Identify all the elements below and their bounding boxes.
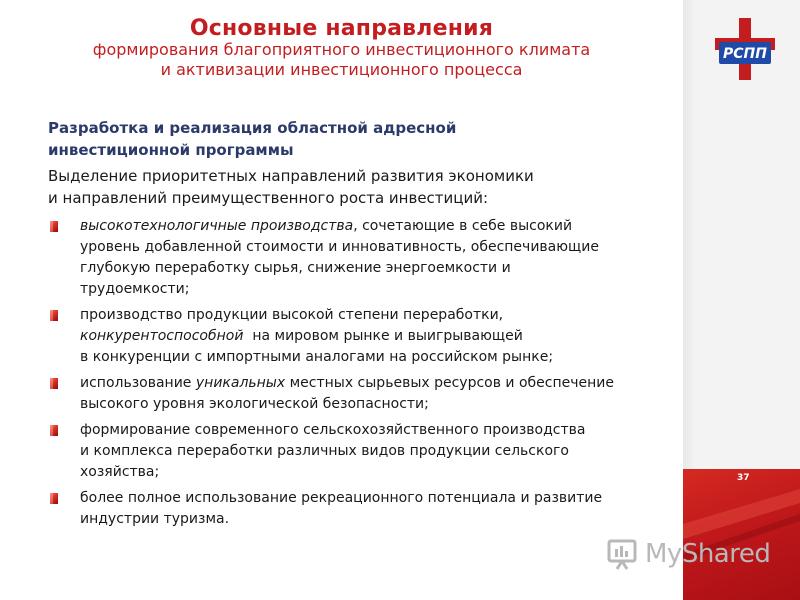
bullet-2-line1: производство продукции высокой степени переработки, <box>80 307 504 323</box>
bullet-2-emphasis: конкурентоспособной <box>80 328 244 344</box>
bullet-marker-icon <box>50 493 58 504</box>
page-subtitle-line1: формирования благоприятного инвестиционного климата <box>92 40 591 59</box>
section-heading <box>48 117 648 161</box>
bullet-marker-icon <box>50 425 58 436</box>
page-number: 37 <box>737 473 750 483</box>
bullet-3-line1: местных сырьевых ресурсов и обеспечение <box>285 375 615 391</box>
bullet-item-3 <box>50 373 650 415</box>
myshared-logo-icon <box>607 537 641 571</box>
bullet-3-line2: высокого уровня экологической безопасности; <box>80 396 429 412</box>
bullet-5-line2: индустрии туризма. <box>80 511 230 527</box>
bullet-4-line1: формирование современного сельскохозяйственного производства <box>80 422 586 438</box>
bullet-marker-icon <box>50 310 58 321</box>
section-heading-line1: Разработка и реализация областной адресной <box>48 119 457 137</box>
bullet-marker-icon <box>50 221 58 232</box>
bullet-5-line1: более полное использование рекреационного потенциала и развитие <box>80 490 603 506</box>
bullet-3-prefix: использование <box>80 375 196 391</box>
page-subtitle-line2: и активизации инвестиционного процесса <box>160 60 523 79</box>
bullet-1-emphasis: высокотехнологичные производства <box>80 218 354 234</box>
bullet-list <box>50 216 650 535</box>
bullet-1-line4: трудоемкости; <box>80 281 190 297</box>
bullet-3-emphasis: уникальных <box>195 375 286 391</box>
bullet-2-line3: в конкуренции с импортными аналогами на российском рынке; <box>80 349 554 365</box>
intro-paragraph <box>48 165 648 209</box>
bullet-item-1 <box>50 216 650 300</box>
bullet-item-5 <box>50 488 650 530</box>
logo-text: РСПП <box>723 46 767 62</box>
page-title: Основные направления <box>189 16 494 41</box>
intro-line1: Выделение приоритетных направлений развития экономики <box>48 167 534 185</box>
bullet-1-line1: , сочетающие в себе высокий <box>353 218 573 234</box>
watermark-text: MyShared <box>645 539 771 569</box>
bullet-2-line2: на мировом рынке и выигрывающей <box>243 328 523 344</box>
myshared-watermark <box>607 534 770 574</box>
bullet-1-line3: глубокую переработку сырья, снижение энергоемкости и <box>80 260 511 276</box>
bullet-4-line2: и комплекса переработки различных видов продукции сельского <box>80 443 569 459</box>
bullet-item-2 <box>50 305 650 368</box>
rspp-logo-icon <box>715 18 775 80</box>
bullet-item-4 <box>50 420 650 483</box>
bullet-marker-icon <box>50 378 58 389</box>
section-heading-line2: инвестиционной программы <box>48 141 294 159</box>
intro-line2: и направлений преимущественного роста инвестиций: <box>48 189 489 207</box>
bullet-1-line2: уровень добавленной стоимости и инновативность, обеспечивающие <box>80 239 599 255</box>
bullet-4-line3: хозяйства; <box>80 464 160 480</box>
